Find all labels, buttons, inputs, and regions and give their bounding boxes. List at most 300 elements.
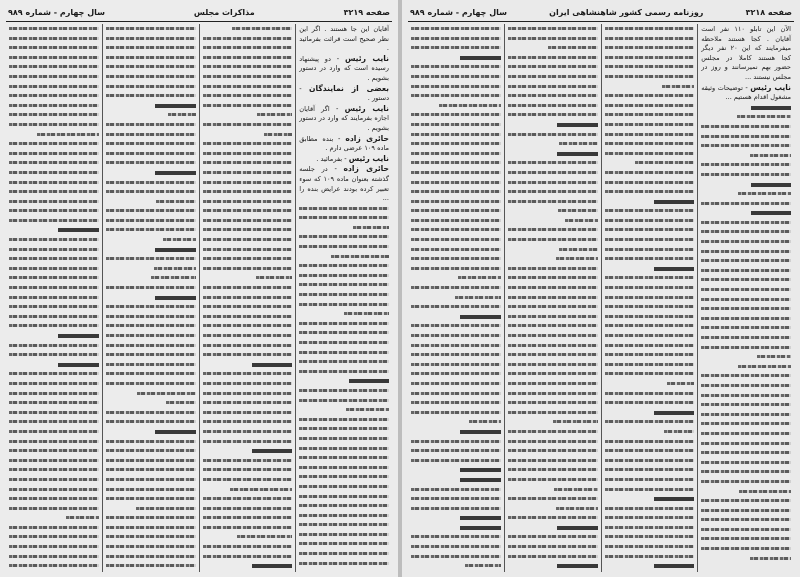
illegible-text-line xyxy=(106,446,196,456)
illegible-text-line xyxy=(605,369,695,379)
illegible-text-line xyxy=(203,369,293,379)
illegible-text-line xyxy=(701,410,791,420)
illegible-text-line xyxy=(508,101,598,111)
illegible-text-line xyxy=(9,494,99,504)
illegible-text-line xyxy=(9,168,99,178)
illegible-text-line xyxy=(9,34,99,44)
illegible-text-line xyxy=(605,53,695,63)
illegible-text-line xyxy=(9,293,99,303)
speech-text: - اگر آقایان اجازه بفرمایند که وارد در دستور بشویم . xyxy=(299,104,389,132)
illegible-text-line xyxy=(106,101,196,111)
illegible-text-line xyxy=(411,360,501,370)
illegible-text-line xyxy=(299,367,389,377)
section-title: مذاکرات مجلس xyxy=(193,7,255,17)
illegible-text-line xyxy=(203,302,293,312)
illegible-text-line xyxy=(106,158,196,168)
illegible-text-line xyxy=(701,266,791,276)
illegible-text-line xyxy=(701,333,791,343)
page-number: صفحه ۳۲۱۹ xyxy=(343,7,390,17)
illegible-text-line xyxy=(411,312,501,322)
illegible-text-line xyxy=(106,283,196,293)
column-content xyxy=(605,24,695,571)
speech-text: - دو پیشنهاد رسیده است که وارد در دستور بشویم . xyxy=(299,54,389,82)
illegible-text-line xyxy=(299,348,389,358)
illegible-text-line xyxy=(508,513,598,523)
speech-paragraph xyxy=(299,134,389,154)
speech-text: الآن این تابلو ۱۱۰ نفر است آقایان . کجا هستند ملاحظه میفرمایند که این ۲۰ نفر دیگر کجا هستند کاملا در مجلس حضور بهم نمیرسانند و روز در مجلس نیستند ... xyxy=(701,25,791,81)
illegible-text-line xyxy=(299,300,389,310)
illegible-text-line xyxy=(508,43,598,53)
illegible-text-line xyxy=(299,328,389,338)
illegible-text-line xyxy=(106,552,196,562)
illegible-text-line xyxy=(605,43,695,53)
illegible-text-line xyxy=(605,283,695,293)
illegible-text-line xyxy=(203,197,293,207)
illegible-text-line xyxy=(605,149,695,159)
illegible-text-line xyxy=(299,213,389,223)
illegible-text-line xyxy=(605,350,695,360)
illegible-text-line xyxy=(605,302,695,312)
illegible-text-line xyxy=(605,235,695,245)
illegible-text-line xyxy=(203,264,293,274)
illegible-text-line xyxy=(605,293,695,303)
illegible-text-line xyxy=(508,139,598,149)
column-content xyxy=(106,24,196,571)
illegible-text-line xyxy=(9,350,99,360)
illegible-text-line xyxy=(106,139,196,149)
illegible-text-line xyxy=(106,408,196,418)
illegible-text-line xyxy=(508,216,598,226)
illegible-text-line xyxy=(605,485,695,495)
illegible-text-line xyxy=(106,43,196,53)
illegible-text-line xyxy=(9,475,99,485)
illegible-text-line xyxy=(605,532,695,542)
illegible-text-line xyxy=(411,24,501,34)
illegible-text-line xyxy=(411,178,501,188)
illegible-text-line xyxy=(605,312,695,322)
speaker-name: نایب رئیس xyxy=(344,53,389,63)
illegible-text-line xyxy=(508,206,598,216)
illegible-text-line xyxy=(9,408,99,418)
illegible-text-line xyxy=(203,321,293,331)
illegible-text-line xyxy=(701,496,791,506)
illegible-text-line xyxy=(203,427,293,437)
illegible-text-line xyxy=(508,523,598,533)
illegible-text-line xyxy=(411,485,501,495)
text-column xyxy=(601,24,698,572)
illegible-text-line xyxy=(605,513,695,523)
illegible-text-line xyxy=(508,264,598,274)
illegible-text-line xyxy=(508,34,598,44)
illegible-text-line xyxy=(605,216,695,226)
illegible-text-line xyxy=(701,103,791,113)
illegible-text-line xyxy=(508,561,598,571)
illegible-text-line xyxy=(508,225,598,235)
illegible-text-line xyxy=(508,542,598,552)
text-column xyxy=(6,24,102,572)
illegible-text-line xyxy=(9,542,99,552)
illegible-text-line xyxy=(203,293,293,303)
illegible-text-line xyxy=(106,456,196,466)
illegible-text-line xyxy=(411,341,501,351)
illegible-text-line xyxy=(605,542,695,552)
illegible-text-line xyxy=(411,494,501,504)
illegible-text-line xyxy=(106,110,196,120)
illegible-text-line xyxy=(508,235,598,245)
illegible-text-line xyxy=(411,91,501,101)
illegible-text-line xyxy=(605,389,695,399)
illegible-text-line xyxy=(106,321,196,331)
illegible-text-line xyxy=(411,235,501,245)
illegible-text-line xyxy=(411,110,501,120)
illegible-text-line xyxy=(701,132,791,142)
illegible-text-line xyxy=(9,532,99,542)
illegible-text-line xyxy=(106,532,196,542)
illegible-text-line xyxy=(299,232,389,242)
illegible-text-line xyxy=(203,341,293,351)
illegible-text-line xyxy=(9,24,99,34)
illegible-text-line xyxy=(203,389,293,399)
illegible-text-line xyxy=(106,427,196,437)
illegible-text-line xyxy=(299,549,389,559)
text-column xyxy=(295,24,392,572)
illegible-text-line xyxy=(203,82,293,92)
illegible-text-line xyxy=(411,216,501,226)
illegible-text-line xyxy=(106,245,196,255)
illegible-text-line xyxy=(106,264,196,274)
illegible-text-line xyxy=(411,62,501,72)
illegible-text-line xyxy=(203,561,293,571)
illegible-text-line xyxy=(203,475,293,485)
illegible-text-line xyxy=(203,130,293,140)
illegible-text-line xyxy=(605,475,695,485)
illegible-text-line xyxy=(701,275,791,285)
illegible-text-line xyxy=(411,456,501,466)
illegible-text-line xyxy=(9,264,99,274)
illegible-text-line xyxy=(508,24,598,34)
illegible-text-line xyxy=(106,120,196,130)
speech-text: آقایان این جا هستند . اگر این نظر صحیح است قرائت بفرمائید . xyxy=(299,25,389,53)
illegible-text-line xyxy=(106,398,196,408)
illegible-text-line xyxy=(701,304,791,314)
illegible-text-line xyxy=(9,389,99,399)
illegible-text-line xyxy=(203,254,293,264)
illegible-text-line xyxy=(299,501,389,511)
illegible-text-line xyxy=(508,321,598,331)
illegible-text-line xyxy=(701,122,791,132)
illegible-text-line xyxy=(411,532,501,542)
illegible-text-line xyxy=(106,72,196,82)
illegible-text-line xyxy=(106,475,196,485)
illegible-text-line xyxy=(9,427,99,437)
illegible-text-line xyxy=(411,264,501,274)
illegible-text-line xyxy=(9,130,99,140)
illegible-text-line xyxy=(203,225,293,235)
illegible-text-line xyxy=(106,513,196,523)
illegible-text-line xyxy=(701,343,791,353)
illegible-text-line xyxy=(411,254,501,264)
illegible-text-line xyxy=(508,197,598,207)
illegible-text-line xyxy=(701,189,791,199)
illegible-text-line xyxy=(203,398,293,408)
illegible-text-line xyxy=(701,199,791,209)
illegible-text-line xyxy=(203,552,293,562)
illegible-text-line xyxy=(508,187,598,197)
illegible-text-line xyxy=(411,293,501,303)
illegible-text-line xyxy=(701,534,791,544)
illegible-text-line xyxy=(106,542,196,552)
illegible-text-line xyxy=(701,352,791,362)
illegible-text-line xyxy=(411,437,501,447)
illegible-text-line xyxy=(9,110,99,120)
illegible-text-line xyxy=(508,379,598,389)
illegible-text-line xyxy=(203,360,293,370)
illegible-text-line xyxy=(203,158,293,168)
illegible-text-line xyxy=(203,34,293,44)
illegible-text-line xyxy=(299,338,389,348)
illegible-text-line xyxy=(411,225,501,235)
illegible-text-line xyxy=(701,419,791,429)
text-column xyxy=(408,24,504,572)
illegible-text-line xyxy=(203,187,293,197)
illegible-text-line xyxy=(508,427,598,437)
illegible-text-line xyxy=(106,273,196,283)
illegible-text-line xyxy=(203,216,293,226)
illegible-text-line xyxy=(203,408,293,418)
illegible-text-line xyxy=(605,168,695,178)
illegible-text-line xyxy=(605,465,695,475)
illegible-text-line xyxy=(9,341,99,351)
illegible-text-line xyxy=(411,389,501,399)
illegible-text-line xyxy=(605,254,695,264)
illegible-text-line xyxy=(299,280,389,290)
illegible-text-line xyxy=(203,235,293,245)
illegible-text-line xyxy=(299,204,389,214)
speaker-name: بعضی از نمایندگان xyxy=(309,83,389,93)
illegible-text-line xyxy=(701,515,791,525)
speech-text: - بنده مطابق ماده ۱۰۹ عرضی دارم . xyxy=(299,134,389,153)
illegible-text-line xyxy=(411,206,501,216)
illegible-text-line xyxy=(203,417,293,427)
column-content xyxy=(299,24,389,568)
illegible-text-line xyxy=(508,273,598,283)
illegible-text-line xyxy=(203,513,293,523)
illegible-text-line xyxy=(299,242,389,252)
illegible-text-line xyxy=(605,408,695,418)
illegible-text-line xyxy=(9,149,99,159)
illegible-text-line xyxy=(411,273,501,283)
illegible-text-line xyxy=(299,309,389,319)
illegible-text-line xyxy=(605,446,695,456)
illegible-text-line xyxy=(701,525,791,535)
illegible-text-line xyxy=(9,379,99,389)
illegible-text-line xyxy=(508,465,598,475)
illegible-text-line xyxy=(411,197,501,207)
speech-text: - بفرمائید . xyxy=(316,154,349,163)
illegible-text-line xyxy=(106,24,196,34)
illegible-text-line xyxy=(106,235,196,245)
illegible-text-line xyxy=(605,341,695,351)
left-page-columns xyxy=(6,24,392,572)
illegible-text-line xyxy=(299,444,389,454)
illegible-text-line xyxy=(9,101,99,111)
illegible-text-line xyxy=(701,458,791,468)
illegible-text-line xyxy=(9,197,99,207)
illegible-text-line xyxy=(9,187,99,197)
illegible-text-line xyxy=(605,264,695,274)
illegible-text-line xyxy=(203,110,293,120)
illegible-text-line xyxy=(106,206,196,216)
illegible-text-line xyxy=(299,511,389,521)
illegible-text-line xyxy=(508,245,598,255)
illegible-text-line xyxy=(605,24,695,34)
text-column xyxy=(697,24,794,572)
page-number: صفحه ۳۲۱۸ xyxy=(745,7,792,17)
illegible-text-line xyxy=(106,465,196,475)
illegible-text-line xyxy=(203,91,293,101)
illegible-text-line xyxy=(605,178,695,188)
illegible-text-line xyxy=(106,494,196,504)
illegible-text-line xyxy=(411,542,501,552)
illegible-text-line xyxy=(203,168,293,178)
illegible-text-line xyxy=(701,218,791,228)
right-page-columns xyxy=(408,24,794,572)
illegible-text-line xyxy=(605,187,695,197)
illegible-text-line xyxy=(203,62,293,72)
illegible-text-line xyxy=(299,261,389,271)
illegible-text-line xyxy=(203,53,293,63)
illegible-text-line xyxy=(508,62,598,72)
illegible-text-line xyxy=(106,168,196,178)
illegible-text-line xyxy=(701,256,791,266)
illegible-text-line xyxy=(106,254,196,264)
illegible-text-line xyxy=(508,408,598,418)
illegible-text-line xyxy=(508,369,598,379)
illegible-text-line xyxy=(9,254,99,264)
illegible-text-line xyxy=(701,487,791,497)
illegible-text-line xyxy=(508,475,598,485)
illegible-text-line xyxy=(106,91,196,101)
illegible-text-line xyxy=(106,504,196,514)
illegible-text-line xyxy=(9,504,99,514)
illegible-text-line xyxy=(508,504,598,514)
illegible-text-line xyxy=(605,91,695,101)
illegible-text-line xyxy=(508,341,598,351)
illegible-text-line xyxy=(9,485,99,495)
illegible-text-line xyxy=(701,400,791,410)
illegible-text-line xyxy=(9,72,99,82)
illegible-text-line xyxy=(9,120,99,130)
illegible-text-line xyxy=(411,504,501,514)
illegible-text-line xyxy=(9,456,99,466)
illegible-text-line xyxy=(701,237,791,247)
illegible-text-line xyxy=(9,53,99,63)
illegible-text-line xyxy=(508,53,598,63)
illegible-text-line xyxy=(508,302,598,312)
speech-text: - دستور . xyxy=(299,84,389,103)
illegible-text-line xyxy=(605,398,695,408)
illegible-text-line xyxy=(411,168,501,178)
text-column xyxy=(102,24,199,572)
illegible-text-line xyxy=(701,247,791,257)
illegible-text-line xyxy=(508,417,598,427)
illegible-text-line xyxy=(701,285,791,295)
illegible-text-line xyxy=(203,149,293,159)
speaker-name: نایب رئیس xyxy=(344,103,389,113)
illegible-text-line xyxy=(605,552,695,562)
illegible-text-line xyxy=(701,314,791,324)
illegible-text-line xyxy=(9,283,99,293)
illegible-text-line xyxy=(411,149,501,159)
illegible-text-line xyxy=(299,463,389,473)
illegible-text-line xyxy=(701,295,791,305)
illegible-text-line xyxy=(508,168,598,178)
illegible-text-line xyxy=(411,552,501,562)
illegible-text-line xyxy=(9,139,99,149)
illegible-text-line xyxy=(9,225,99,235)
illegible-text-line xyxy=(411,53,501,63)
illegible-text-line xyxy=(9,552,99,562)
illegible-text-line xyxy=(299,357,389,367)
illegible-text-line xyxy=(299,376,389,386)
illegible-text-line xyxy=(508,494,598,504)
speech-paragraph xyxy=(299,104,389,134)
illegible-text-line xyxy=(299,482,389,492)
illegible-text-line xyxy=(411,158,501,168)
illegible-text-line xyxy=(508,446,598,456)
illegible-text-line xyxy=(605,101,695,111)
illegible-text-line xyxy=(106,53,196,63)
illegible-text-line xyxy=(411,408,501,418)
illegible-text-line xyxy=(9,82,99,92)
illegible-text-line xyxy=(701,381,791,391)
illegible-text-line xyxy=(203,139,293,149)
illegible-text-line xyxy=(701,227,791,237)
illegible-text-line xyxy=(605,360,695,370)
illegible-text-line xyxy=(9,245,99,255)
illegible-text-line xyxy=(508,532,598,542)
illegible-text-line xyxy=(411,369,501,379)
illegible-text-line xyxy=(9,158,99,168)
illegible-text-line xyxy=(605,139,695,149)
right-page-header xyxy=(410,6,792,18)
illegible-text-line xyxy=(605,82,695,92)
illegible-text-line xyxy=(508,552,598,562)
illegible-text-line xyxy=(508,293,598,303)
illegible-text-line xyxy=(701,439,791,449)
speech-text: - توضیحات وثیقه مشغول اقدام هستیم ... xyxy=(701,83,791,102)
illegible-text-line xyxy=(411,130,501,140)
illegible-text-line xyxy=(411,379,501,389)
illegible-text-line xyxy=(9,523,99,533)
illegible-text-line xyxy=(605,437,695,447)
illegible-text-line xyxy=(701,506,791,516)
illegible-text-line xyxy=(605,158,695,168)
illegible-text-line xyxy=(203,523,293,533)
speech-paragraph xyxy=(299,84,389,104)
illegible-text-line xyxy=(299,223,389,233)
illegible-text-line xyxy=(508,389,598,399)
illegible-text-line xyxy=(701,160,791,170)
illegible-text-line xyxy=(299,386,389,396)
illegible-text-line xyxy=(203,350,293,360)
illegible-text-line xyxy=(605,456,695,466)
illegible-text-line xyxy=(605,561,695,571)
illegible-text-line xyxy=(701,112,791,122)
illegible-text-line xyxy=(106,379,196,389)
header-divider xyxy=(6,21,392,22)
illegible-text-line xyxy=(106,187,196,197)
